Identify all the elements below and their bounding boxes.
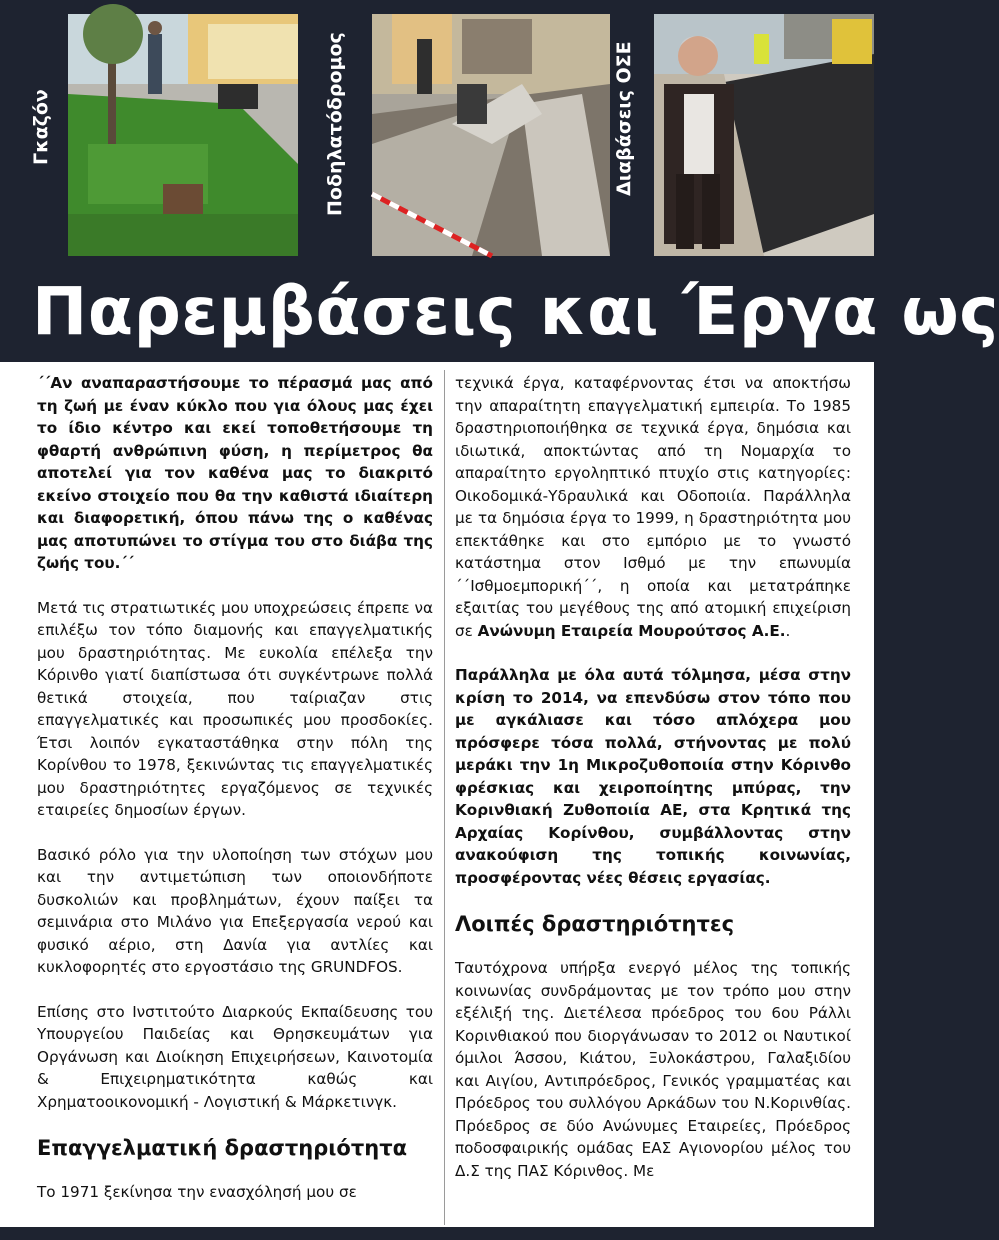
road-crossing-photo xyxy=(654,14,874,256)
page-headline: Παρεμβάσεις και Έργα ως xyxy=(32,273,999,350)
section-heading-professional: Επαγγελματική δραστηριότητα xyxy=(37,1136,408,1160)
paragraph-text: τεχνικά έργα, καταφέρνοντας έτσι να αποκτήσω την απαραίτητη επαγγελματική εμπειρία. Το 1985 δραστηριοποιήθηκα σε τεχνικά έργα, δημόσια και ιδιωτικά, αποκτώντας από τη Νομαρχία το απαραίτητο εργοληπτικό πτυχίο στις κατηγορίες: Οικοδομικά-Υδραυλικά και Οδοποιία. Παράλληλα με τα δημόσια έργα το 1999, η δραστηριότητα μου επεκτάθηκε και στο εμπόριο με το γνωστό κατάστημα στον Ισθμό με την επωνυμία ΄΄Ισθμοεμπορική΄΄, η οποία και μετατράπηκε εξαιτίας του μεγέθους της από ατομική επιχείριση σε xyxy=(455,374,851,640)
article-body xyxy=(0,362,874,1227)
column-divider xyxy=(444,370,445,1225)
photo-label-lawn: Γκαζόν xyxy=(30,89,52,165)
paragraph: Το 1971 ξεκίνησα την ενασχόλησή μου σε xyxy=(37,1183,357,1201)
paragraph-end: . xyxy=(785,621,791,640)
bottom-bar xyxy=(0,1227,874,1240)
paragraph: Επίσης στο Ινστιτούτο Διαρκούς Εκπαίδευσης του Υπουργείου Παιδείας και Θρησκευμάτων για Οργάνωση και Διοίκηση Επιχειρήσεων, Καινοτομία & Επιχειρηματικότητα καθώς και Χρηματοοικονομική - Λογιστική & Μάρκετινγκ. xyxy=(37,1002,433,1111)
paragraph-highlight: Παράλληλα με όλα αυτά τόλμησα, μέσα στην κρίση το 2014, να επενδύσω στον τόπο που με αγκάλιασε και τόσο απλόχερα μου πρόσφερε τόσα πολλά, στήνοντας με πολύ μεράκι την 1η Μικροζυθοποιία στην Κόρινθο φρέσκιας και χειροποίητης μπύρας, την Κορινθιακή Ζυθοποιία ΑΕ, στα Κρητικά της Αρχαίας Κορίνθου, συμβάλλοντας στην ανακούφιση της τοπικής κοινωνίας, προσφέροντας νέες θέσεις εργασίας. xyxy=(455,666,851,887)
right-column xyxy=(455,372,851,1204)
left-column xyxy=(37,372,433,1226)
section-heading-other-activities: Λοιπές δραστηριότητες xyxy=(455,912,735,936)
paragraph: Βασικό ρόλο για την υλοποίηση των στόχων μου και την αντιμετώπιση των οποιονδήποτε δυσκολιών και προβλημάτων, έχουν παίξει τα σεμινάρια στο Μιλάνο για Επεξεργασία νερού και φυσικό αέριο, στη Δανία για αντλίες και κυκλοφορητές στο εργοστάσιο της GRUNDFOS. xyxy=(37,845,433,976)
paragraph xyxy=(455,372,851,642)
photo-label-road-crossing: Διαβάσεις ΟΣΕ xyxy=(613,41,635,196)
bike-lane-photo xyxy=(372,14,610,256)
paragraph: Ταυτόχρονα υπήρξα ενεργό μέλος της τοπικής κοινωνίας συνδράμοντας με τον τρόπο μου στην εξέλιξή της. Διετέλεσα πρόεδρος του 6ου Ράλλι Κορινθιακού που διοργάνωσαν το 2012 οι Ναυτικοί όμιλοι Άσσου, Κιάτου, Ξυλοκάστρου, Γαλαξιδίου και Αιγίου, Αντιπρόεδρος, Γενικός γραμματέας και Πρόεδρος του συλλόγου Αρκάδων του Ν.Κορινθίας. Πρόεδρος σε δύο Ανώνυμες Εταιρείες, Πρόεδρος ποδοσφαιρικής ομάδας ΕΑΣ Αγιονορίου μέλος του Δ.Σ της ΠΑΣ Κόρινθος. Με xyxy=(455,959,851,1180)
photo-band xyxy=(0,0,874,262)
company-name: Ανώνυμη Εταιρεία Μουρούτσος Α.Ε. xyxy=(477,621,786,640)
lawn-photo xyxy=(68,14,298,256)
photo-label-bike-lane: Ποδηλατόδρομος xyxy=(324,32,346,216)
paragraph: Μετά τις στρατιωτικές μου υποχρεώσεις έπρεπε να επιλέξω τον τόπο διαμονής και επαγγελματικής μου δραστηριότητας. Με ευκολία επέλεξα την Κόρινθο γιατί διαπίστωσα ότι συγκέντρωνε πολλά θετικά στοιχεία, που ταίριαζαν στις επαγγελματικές και προσωπικές μου προσδοκίες. Έτσι λοιπόν εγκαταστάθηκα στην πόλη της Κορίνθου το 1978, ξεκινώντας τις επαγγελματικές μου δραστηριότητες εργαζόμενος σε τεχνικές εταιρείες δημοσίων έργων. xyxy=(37,598,433,819)
opening-quote: ΄΄Αν αναπαραστήσουμε το πέρασμά μας από τη ζωή με έναν κύκλο που για όλους μας έχει το ίδιο κέντρο και εκεί τοποθετήσουμε τη φθαρτή ανθρώπινη φύση, η περίμετρος θα αποτελεί για τον καθένα μας το διακριτό εκείνο στοιχείο που θα την καθιστά ιδιαίτερη και διαφορετική, όπου πάνω της ο καθένας μας αποτυπώνει το στίγμα του στο διάβα της ζωής του.΄΄ xyxy=(37,374,433,572)
